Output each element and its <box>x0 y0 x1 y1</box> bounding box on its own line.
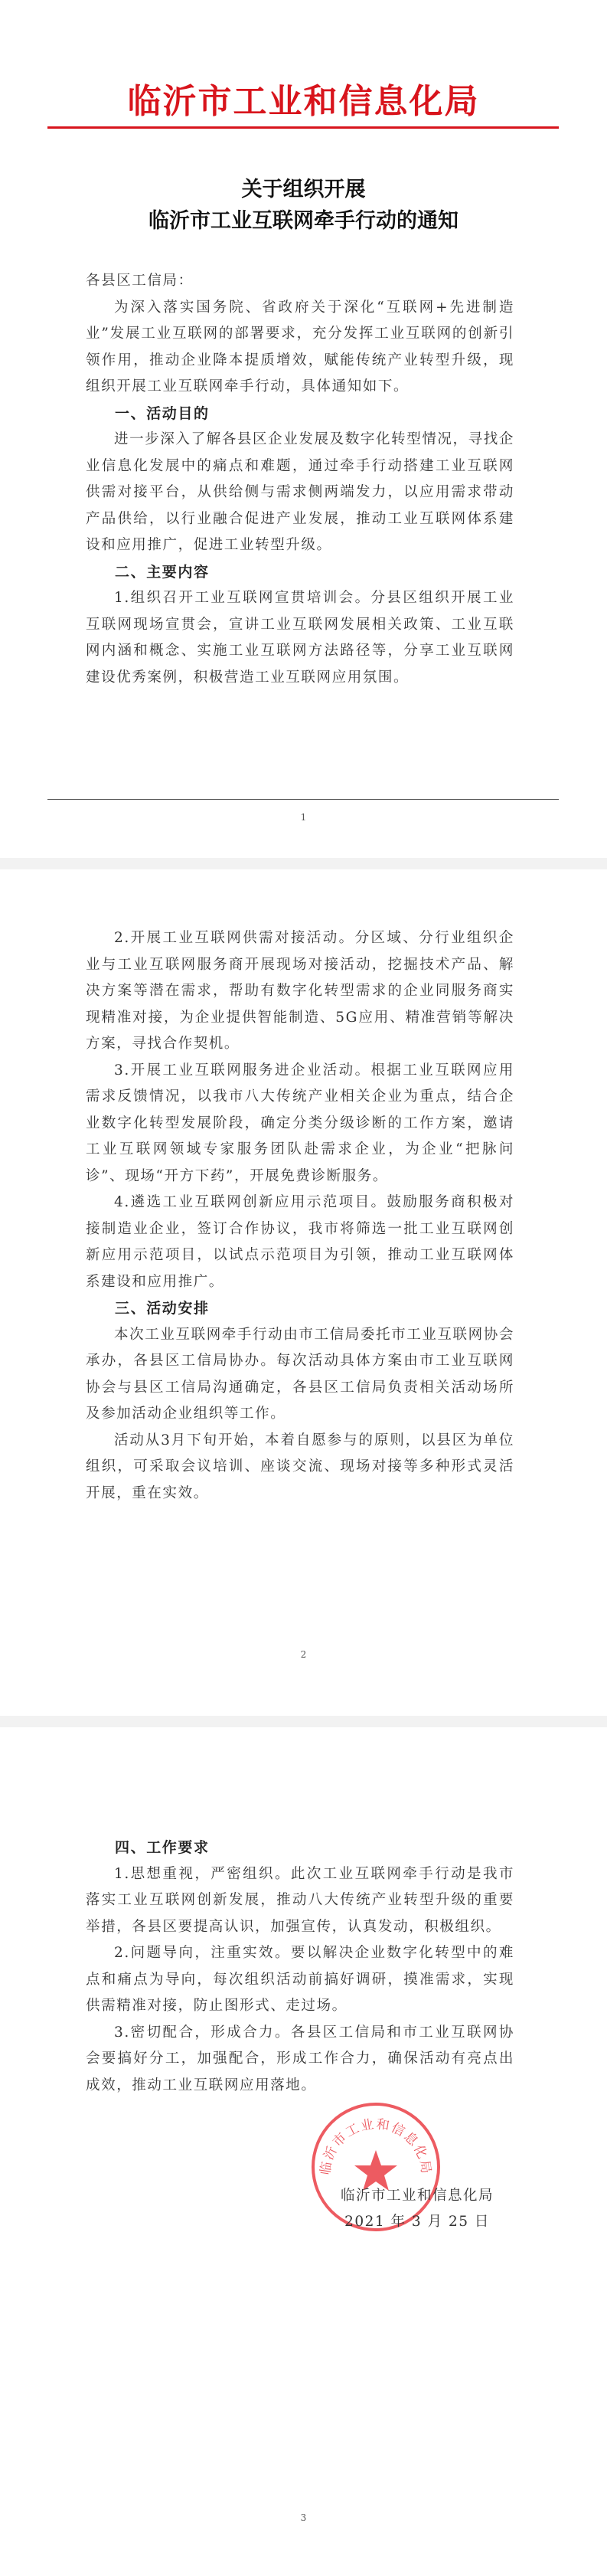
page-2-body <box>86 925 514 1507</box>
arrangement-paragraph-1: 本次工业互联网牵手行动由市工信局委托市工业互联网协会承办，各县区工信局协办。每次活动具体方案由市工业互联网协会与县区工信局沟通确定，各县区工信局负责相关活动场所及参加活动企业组织等工作。 <box>86 1326 514 1422</box>
content-item-2: 2.开展工业互联网供需对接活动。分区域、分行业组织企业与工业互联网服务商开展现场对接活动，挖掘技术产品、解决方案等潜在需求，帮助有数字化转型需求的企业同服务商实现精准对接，为企业提供智能制造、5G应用、精准营销等解决方案，寻找合作契机。 <box>86 930 514 1052</box>
content-item-4: 4.遴选工业互联网创新应用示范项目。鼓励服务商积极对接制造业企业，签订合作协议，我市将筛选一批工业互联网创新应用示范项目，以试点示范项目为引领，推动工业互联网体系建设和应用推广。 <box>86 1194 514 1290</box>
section-1-paragraph: 进一步深入了解各县区企业发展及数字化转型情况，寻找企业信息化发展中的痛点和难题，通过牵手行动搭建工业互联网供需对接平台，从供给侧与需求侧两端发力，以应用需求带动产品供给，以行业融合促进产业发展，推动工业互联网体系建设和应用推广，促进工业转型升级。 <box>86 431 514 553</box>
arrangement-paragraph-2: 活动从3月下旬开始，本着自愿参与的原则，以县区为单位组织，可采取会议培训、座谈交流、现场对接等多种形式灵活开展，重在实效。 <box>86 1432 514 1501</box>
signature-org: 临沂市工业和信息化局 <box>340 2188 494 2204</box>
requirement-2: 2.问题导向，注重实效。要以解决企业数字化转型中的难点和痛点为导向，每次组织活动前搞好调研，摸准需求，实现供需精准对接，防止图形式、走过场。 <box>86 1945 514 2014</box>
svg-text:临沂市工业和信息化局: 临沂市工业和信息化局 <box>318 2116 434 2176</box>
page-footer-rule <box>47 799 559 800</box>
content-item-1: 1.组织召开工业互联网宣贯培训会。分县区组织开展工业互联网现场宣贯会，宣讲工业互联网发展相关政策、工业互联网内涵和概念、实施工业互联网方法路径等，分享工业互联网建设优秀案例，积极营造工业互联网应用氛围。 <box>86 590 514 686</box>
content-item-3: 3.开展工业互联网服务进企业活动。根据工业互联网应用需求反馈情况，以我市八大传统产业相关企业为重点，结合企业数字化转型发展阶段，确定分类分级诊断的工作方案，邀请工业互联网领域专家服务团队赴需求企业，为企业“把脉问诊”、现场“开方下药”，开展免费诊断服务。 <box>86 1062 514 1184</box>
document-page-1 <box>0 0 607 858</box>
intro-paragraph: 为深入落实国务院、省政府关于深化“互联网+先进制造业”发展工业互联网的部署要求，充分发挥工业互联网的创新引领作用，推动企业降本提质增效，赋能传统产业转型升级，现组织开展工业互联网牵手行动，具体通知如下。 <box>86 299 514 394</box>
document-title-line-2: 临沂市工业互联网牵手行动的通知 <box>148 209 459 233</box>
section-4-heading: 四、工作要求 <box>115 1839 210 1856</box>
section-3-heading: 三、活动安排 <box>115 1300 210 1317</box>
document-title-line-1: 关于组织开展 <box>241 178 366 201</box>
org-header-title: 临沂市工业和信息化局 <box>127 82 480 121</box>
signature-date: 2021 年 3 月 25 日 <box>344 2214 490 2230</box>
requirement-3: 3.密切配合，形成合力。各县区工信局和市工业互联网协会要搞好分工，加强配合，形成工作合力，确保活动有亮点出成效，推动工业互联网应用落地。 <box>86 2024 514 2093</box>
section-2-heading: 二、主要内容 <box>115 563 210 581</box>
page-number: 1 <box>300 812 307 823</box>
document-page-2 <box>0 869 607 1716</box>
salutation: 各县区工信局： <box>86 273 194 289</box>
page-number: 3 <box>300 2512 307 2523</box>
requirement-1: 1.思想重视，严密组织。此次工业互联网牵手行动是我市落实工业互联网创新发展，推动八大传统产业转型升级的重要举措，各县区要提高认识，加强宣传，认真发动，积极组织。 <box>86 1865 514 1935</box>
page-number: 2 <box>300 1649 307 1660</box>
page-1-body <box>86 268 514 691</box>
document-page-3 <box>0 1727 607 2576</box>
page-3-body <box>86 1835 514 2099</box>
section-1-heading: 一、活动目的 <box>115 404 210 422</box>
red-header-rule <box>47 126 559 129</box>
signature-block <box>291 2183 543 2235</box>
